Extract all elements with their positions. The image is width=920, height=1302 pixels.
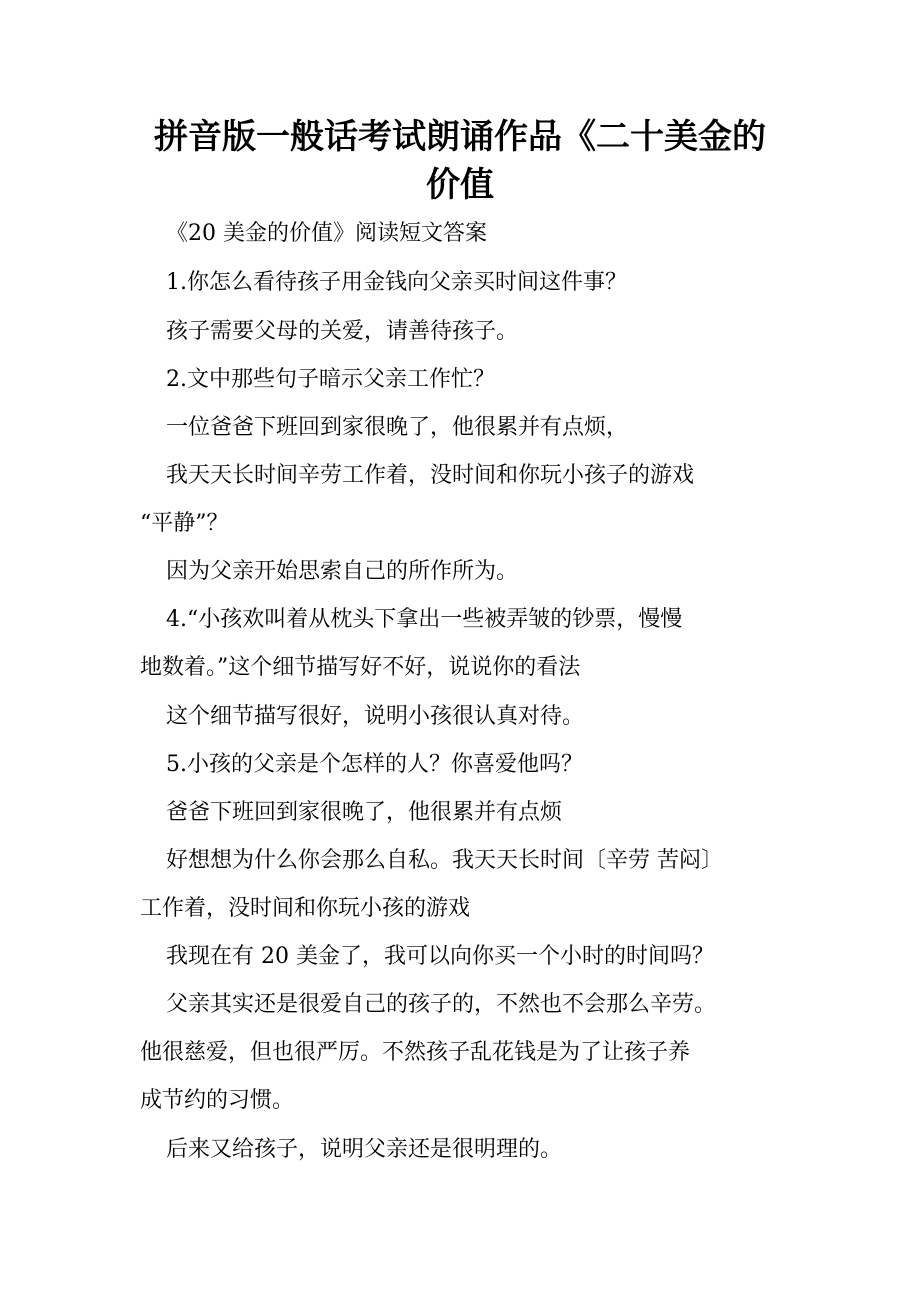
question-2-line: 2.文中那些句子暗示父亲工作忙？ — [166, 367, 495, 392]
answer-1-line: 孩子需要父母的关爱，请善待孩子。 — [166, 319, 519, 344]
question-5-line: 5.小孩的父亲是个怎样的人？你喜爱他吗？ — [166, 752, 583, 777]
document-title-line-2: 价值 — [426, 165, 494, 205]
question-4-line-2: 地数着。”这个细节描写好不好，说说你的看法 — [140, 655, 581, 680]
document-title-line-1: 拼音版一般话考试朗诵作品《二十美金的 — [154, 117, 766, 157]
answer-5-line-2: 好想想为什么你会那么自私。我天天长时间〔辛劳 苦闷〕 — [166, 848, 723, 873]
answer-5-line-8: 后来又给孩子，说明父亲还是很明理的。 — [166, 1137, 563, 1162]
answer-5-line-4: 我现在有 20 美金了，我可以向你买一个小时的时间吗？ — [166, 944, 714, 969]
answer-5-line-5: 父亲其实还是很爱自己的孩子的，不然也不会那么辛劳。 — [166, 992, 717, 1017]
answer-5-line-3: 工作着，没时间和你玩小孩的游戏 — [140, 896, 471, 921]
question-1-line: 1.你怎么看待孩子用金钱向父亲买时间这件事？ — [166, 270, 627, 295]
answer-5-line-7: 成节约的习惯。 — [140, 1088, 295, 1113]
answer-2-line-2: 我天天长时间辛劳工作着，没时间和你玩小孩子的游戏 — [166, 463, 695, 488]
subtitle-line: 《20 美金的价值》阅读短文答案 — [166, 221, 487, 246]
answer-4-line: 这个细节描写很好，说明小孩很认真对待。 — [166, 704, 585, 729]
answer-5-line-6: 他很慈爱，但也很严厉。不然孩子乱花钱是为了让孩子养 — [140, 1040, 691, 1065]
question-4-line-1: 4.“小孩欢叫着从枕头下拿出一些被弄皱的钞票，慢慢 — [166, 607, 683, 632]
answer-3-line: 因为父亲开始思索自己的所作所为。 — [166, 559, 519, 584]
question-3-line: “平静”？ — [140, 511, 229, 536]
answer-2-line-1: 一位爸爸下班回到家很晚了，他很累并有点烦， — [166, 415, 629, 440]
answer-5-line-1: 爸爸下班回到家很晚了，他很累并有点烦 — [166, 800, 563, 825]
